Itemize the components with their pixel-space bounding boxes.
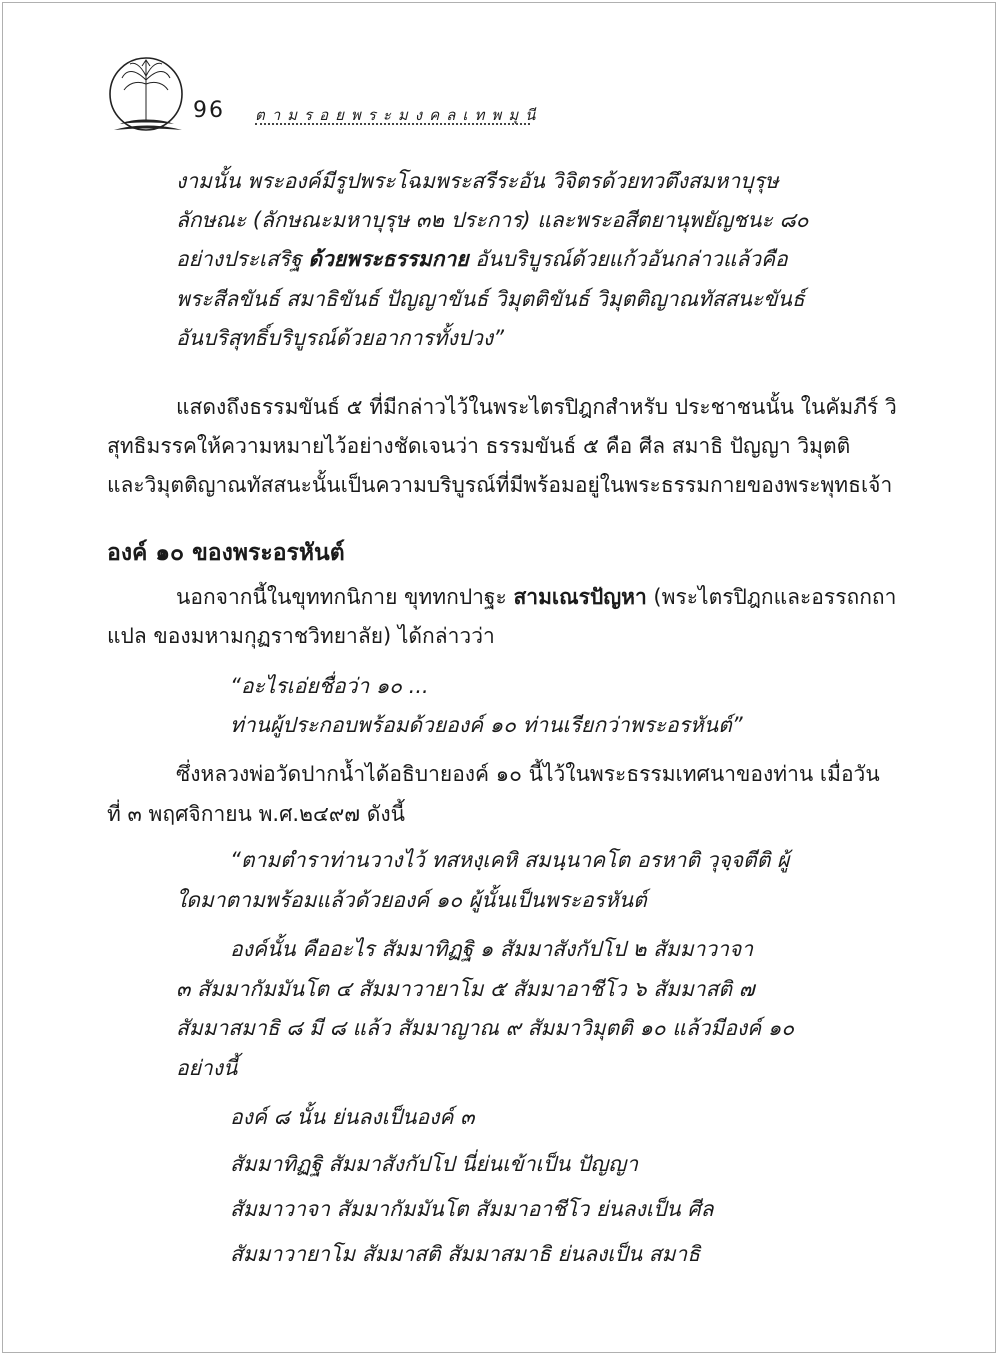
para1-line-2: สุทธิมรรคให้ความหมายไว้อย่างชัดเจนว่า ธรรมขันธ์ ๕ คือ ศีล สมาธิ ปัญญา วิมุตติ <box>107 434 851 458</box>
quote3-line-2: ใดมาตามพร้อมแล้วด้วยองค์ ๑๐ ผู้นั้นเป็นพระอรหันต์ <box>176 888 647 912</box>
quote3-line-6: อย่างนี้ <box>176 1056 238 1080</box>
emphasis-dhammakaya: ด้วยพระธรรมกาย <box>308 247 469 271</box>
quote3-line-7: องค์ ๘ นั้น ย่นลงเป็นองค์ ๓ <box>230 1105 475 1129</box>
quote2-line-1: “อะไรเอ่ยชื่อว่า ๑๐ ... <box>230 674 429 698</box>
para1-line-1: แสดงถึงธรรมขันธ์ ๕ ที่มีกล่าวไว้ในพระไตรปิฎกสำหรับ ประชาชนนั้น ในคัมภีร์ วิ <box>176 395 897 419</box>
lotus-tree-logo-icon <box>104 50 188 140</box>
emphasis-samanera-panha: สามเณรปัญหา <box>513 585 647 609</box>
quote3-line-1: “ตามตำราท่านวางไว้ ทสหงฺเคหิ สมนฺนาคโต อรหาติ วุจฺจตีติ ผู้ <box>230 848 790 872</box>
quote3-line-8: สัมมาทิฏฐิ สัมมาสังกัปโป นี่ย่นเข้าเป็น ปัญญา <box>230 1152 638 1176</box>
quote1-line-3: อย่างประเสริฐ ด้วยพระธรรมกาย อันบริบูรณ์ด้วยแก้วอันกล่าวแล้วคือ <box>176 247 788 271</box>
page-number: 96 <box>193 98 225 123</box>
quote1-line-2: ลักษณะ (ลักษณะมหาบุรุษ ๓๒ ประการ) และพระอสีตยานุพยัญชนะ ๘๐ <box>176 208 809 232</box>
para2-line-2: แปล ของมหามกุฏราชวิทยาลัย) ได้กล่าวว่า <box>107 624 495 648</box>
para3-line-2: ที่ ๓ พฤศจิกายน พ.ศ.๒๔๙๗ ดังนี้ <box>107 802 405 826</box>
quote3-line-10: สัมมาวายาโม สัมมาสติ สัมมาสมาธิ ย่นลงเป็น สมาธิ <box>230 1242 701 1266</box>
quote3-line-9: สัมมาวาจา สัมมากัมมันโต สัมมาอาชีโว ย่นลงเป็น ศีล <box>230 1197 714 1221</box>
book-title: ตามรอยพระมงคลเทพมุนี <box>255 106 543 124</box>
quote1-line-5: อันบริสุทธิ์บริบูรณ์ด้วยอาการทั้งปวง” <box>176 326 505 350</box>
para3-line-1: ซึ่งหลวงพ่อวัดปากน้ำได้อธิบายองค์ ๑๐ นี้ไว้ในพระธรรมเทศนาของท่าน เมื่อวัน <box>176 762 880 786</box>
para2-line-1: นอกจากนี้ในขุททกนิกาย ขุททกปาฐะ สามเณรปัญหา (พระไตรปิฎกและอรรถกถา <box>176 585 897 609</box>
quote3-line-4: ๓ สัมมากัมมันโต ๔ สัมมาวายาโม ๕ สัมมาอาชีโว ๖ สัมมาสติ ๗ <box>176 977 755 1001</box>
title-underline-dots <box>255 123 530 125</box>
para1-line-3: และวิมุตติญาณทัสสนะนั้นเป็นความบริบูรณ์ที่มีพร้อมอยู่ในพระธรรมกายของพระพุทธเจ้า <box>107 473 893 497</box>
quote3-line-3: องค์นั้น คืออะไร สัมมาทิฏฐิ ๑ สัมมาสังกัปโป ๒ สัมมาวาจา <box>230 937 754 961</box>
quote1-line-4: พระสีลขันธ์ สมาธิขันธ์ ปัญญาขันธ์ วิมุตติขันธ์ วิมุตติญาณทัสสนะขันธ์ <box>176 287 805 311</box>
quote2-line-2: ท่านผู้ประกอบพร้อมด้วยองค์ ๑๐ ท่านเรียกว่าพระอรหันต์” <box>230 713 743 737</box>
quote1-line-1: งามนั้น พระองค์มีรูปพระโฉมพระสรีระอัน วิจิตรด้วยทวตึงสมหาบุรุษ <box>176 169 779 193</box>
section-heading: องค์ ๑๐ ของพระอรหันต์ <box>107 540 345 566</box>
quote3-line-5: สัมมาสมาธิ ๘ มี ๘ แล้ว สัมมาญาณ ๙ สัมมาวิมุตติ ๑๐ แล้วมีองค์ ๑๐ <box>176 1016 795 1040</box>
